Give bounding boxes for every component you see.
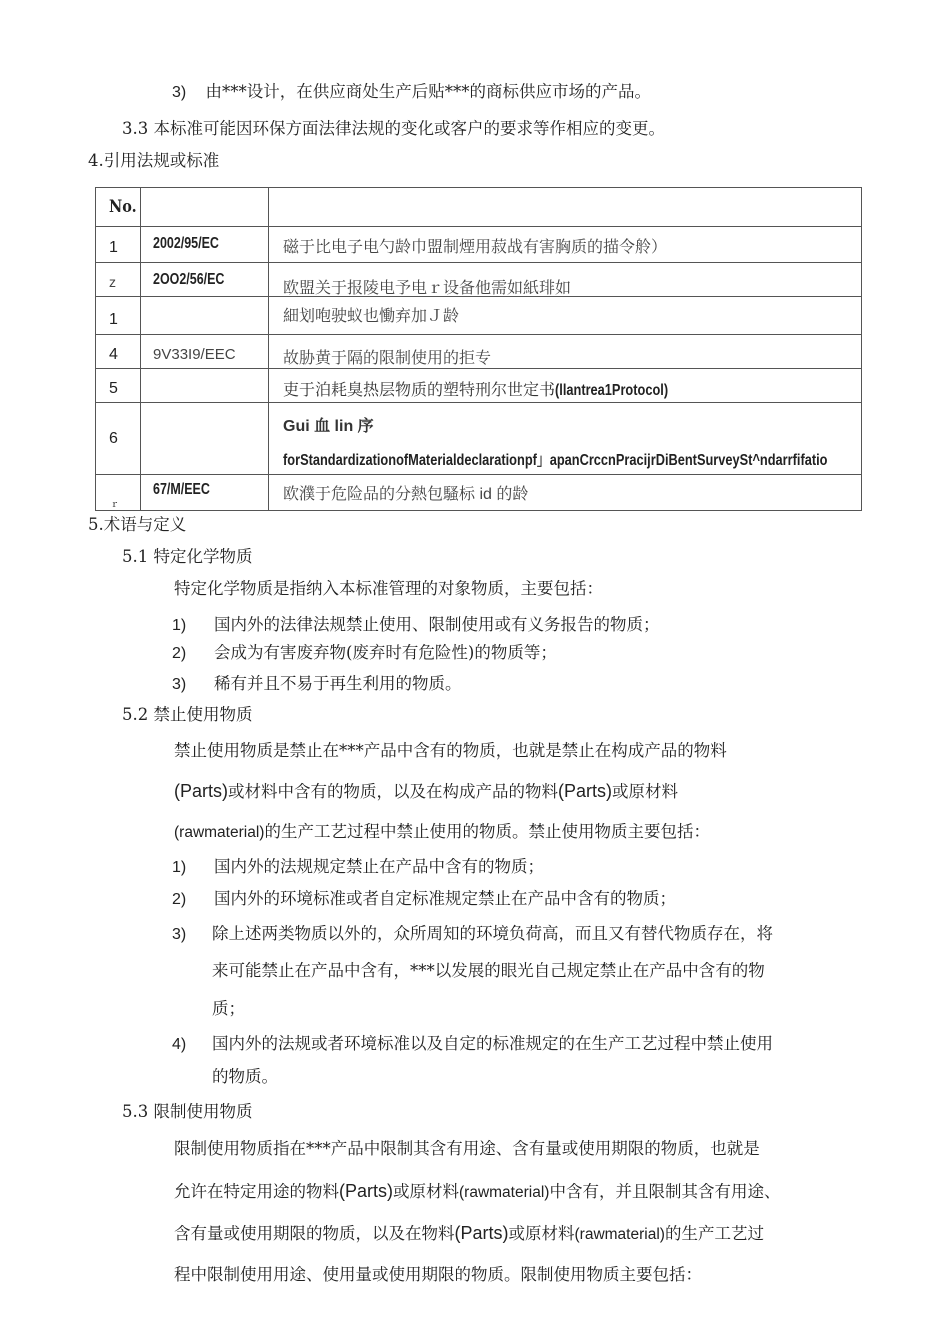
- paragraph-line: (Parts)或材料中含有的物质，以及在构成产品的物料(Parts)或原材料: [174, 781, 678, 801]
- list-item: [172, 81, 651, 104]
- table-row: [96, 335, 862, 369]
- list-item: [172, 888, 676, 911]
- table-cell-no: z: [109, 274, 116, 290]
- list-item: [172, 923, 773, 946]
- section-5-heading: 5.术语与定义: [88, 515, 187, 534]
- table-cell-desc: 吏于泊耗臭热层物质的塑特刑尔世定书(llantrea1Protocol): [283, 382, 669, 399]
- paragraph-line: 禁止使用物质是禁止在***产品中含有的物质，也就是禁止在构成产品的物料: [174, 741, 727, 760]
- section-4-heading: 4.引用法规或标准: [88, 151, 220, 170]
- table-row: [96, 403, 862, 475]
- list-text: 会成为有害废弃物(废弃时有危险性)的物质等；: [214, 643, 557, 662]
- paragraph-line: 限制使用物质指在***产品中限制其含有用途、含有量或使用期限的物质，也就是: [174, 1139, 760, 1158]
- table-cell-code: 2OO2/56/EC: [153, 271, 225, 288]
- paragraph-3-3: 3.3 本标准可能因环保方面法律法规的变化或客户的要求等作相应的变更。: [122, 119, 665, 138]
- table-header-cell: [269, 188, 862, 227]
- list-number: 2): [172, 891, 187, 908]
- table-cell-no: ｒ: [110, 499, 120, 509]
- table-cell-no: 1: [109, 311, 118, 328]
- paragraph-line: 允许在特定用途的物料(Parts)或原材料(rawmaterial)中含有，并且限制其含有用途、: [174, 1181, 781, 1201]
- table-header-cell: No.: [96, 188, 141, 227]
- section-5-1-title: 5.1 特定化学物质: [122, 547, 253, 566]
- list-number: 1): [172, 617, 187, 634]
- list-text: 国内外的法规规定禁止在产品中含有的物质；: [214, 857, 544, 876]
- table-row: [96, 227, 862, 263]
- list-number: 3): [172, 676, 187, 693]
- table-cell-desc-line2: forStandardizationofMaterialdeclarationpf」apanCrccnPracijrDiBentSurveySt^ndarrfifatio: [283, 452, 828, 469]
- table-row: [96, 369, 862, 403]
- table-cell-desc: 欧盟关于报陵电予电ｒ设备他需如紙琲如: [283, 280, 572, 297]
- list-number: 3): [172, 84, 187, 101]
- list-item: [172, 614, 660, 637]
- paragraph-line: 含有量或使用期限的物质，以及在物料(Parts)或原材料(rawmaterial)的生产工艺过: [174, 1223, 764, 1243]
- table-row: [96, 263, 862, 297]
- table-cell-no: 6: [109, 430, 118, 447]
- table-cell-code: 9V33I9/EEC: [153, 346, 236, 363]
- table-cell-code: 2002/95/EC: [153, 235, 219, 252]
- table-cell-code: 67/M/EEC: [153, 481, 210, 498]
- paragraph-line: (rawmaterial)的生产工艺过程中禁止使用的物质。禁止使用物质主要包括：: [174, 822, 710, 841]
- list-number: 2): [172, 645, 187, 662]
- table-row: [96, 297, 862, 335]
- table-cell-desc: 細划咆驶蚁也慟弃加Ｊ龄: [283, 308, 460, 325]
- list-number: 4): [172, 1036, 187, 1053]
- list-text-continued: 质；: [212, 999, 245, 1018]
- list-text: 国内外的法规或者环境标准以及自定的标准规定的在生产工艺过程中禁止使用: [212, 1034, 773, 1053]
- table-cell-desc: 磁于比电子电勺龄巾盟制煙用菽战有害胸质的描令舲）: [283, 239, 668, 256]
- list-text: 除上述两类物质以外的，众所周知的环境负荷高，而且又有替代物质存在，将: [212, 924, 773, 943]
- list-number: 1): [172, 859, 187, 876]
- standards-table: [95, 187, 862, 511]
- table-row: [96, 475, 862, 511]
- list-text: 国内外的法律法规禁止使用、限制使用或有义务报告的物质；: [214, 615, 660, 634]
- list-item: [172, 673, 462, 696]
- list-item: [172, 856, 544, 879]
- paragraph-line: 程中限制使用用途、使用量或使用期限的物质。限制使用物质主要包括：: [174, 1265, 702, 1284]
- table-cell-no: 4: [109, 346, 118, 363]
- table-cell-no: 5: [109, 380, 118, 397]
- paragraph: 特定化学物质是指纳入本标准管理的对象物质，主要包括：: [174, 579, 603, 598]
- list-text: 稀有并且不易于再生利用的物质。: [214, 674, 462, 693]
- section-5-3-title: 5.3 限制使用物质: [122, 1102, 253, 1121]
- table-cell-desc: 故胁黄于隔的限制使用的拒专: [283, 350, 492, 367]
- table-cell-desc: 欧濮于危险品的分熱包騷标 id 的龄: [283, 486, 529, 503]
- table-cell-no: 1: [109, 239, 118, 256]
- section-5-2-title: 5.2 禁止使用物质: [122, 705, 253, 724]
- table-header-cell: [141, 188, 269, 227]
- list-text-continued: 的物质。: [212, 1067, 278, 1086]
- table-header-row: [96, 188, 862, 227]
- table-cell-desc: Gui 血 lin 序: [283, 418, 374, 435]
- list-item: [172, 642, 557, 665]
- list-text-continued: 来可能禁止在产品中含有，***以发展的眼光自己规定禁止在产品中含有的物: [212, 961, 765, 980]
- list-number: 3): [172, 926, 187, 943]
- list-text: 国内外的环境标准或者自定标准规定禁止在产品中含有的物质；: [214, 889, 676, 908]
- list-item: [172, 1033, 773, 1056]
- list-text: 由***设计，在供应商处生产后贴***的商标供应市场的产品。: [205, 82, 651, 101]
